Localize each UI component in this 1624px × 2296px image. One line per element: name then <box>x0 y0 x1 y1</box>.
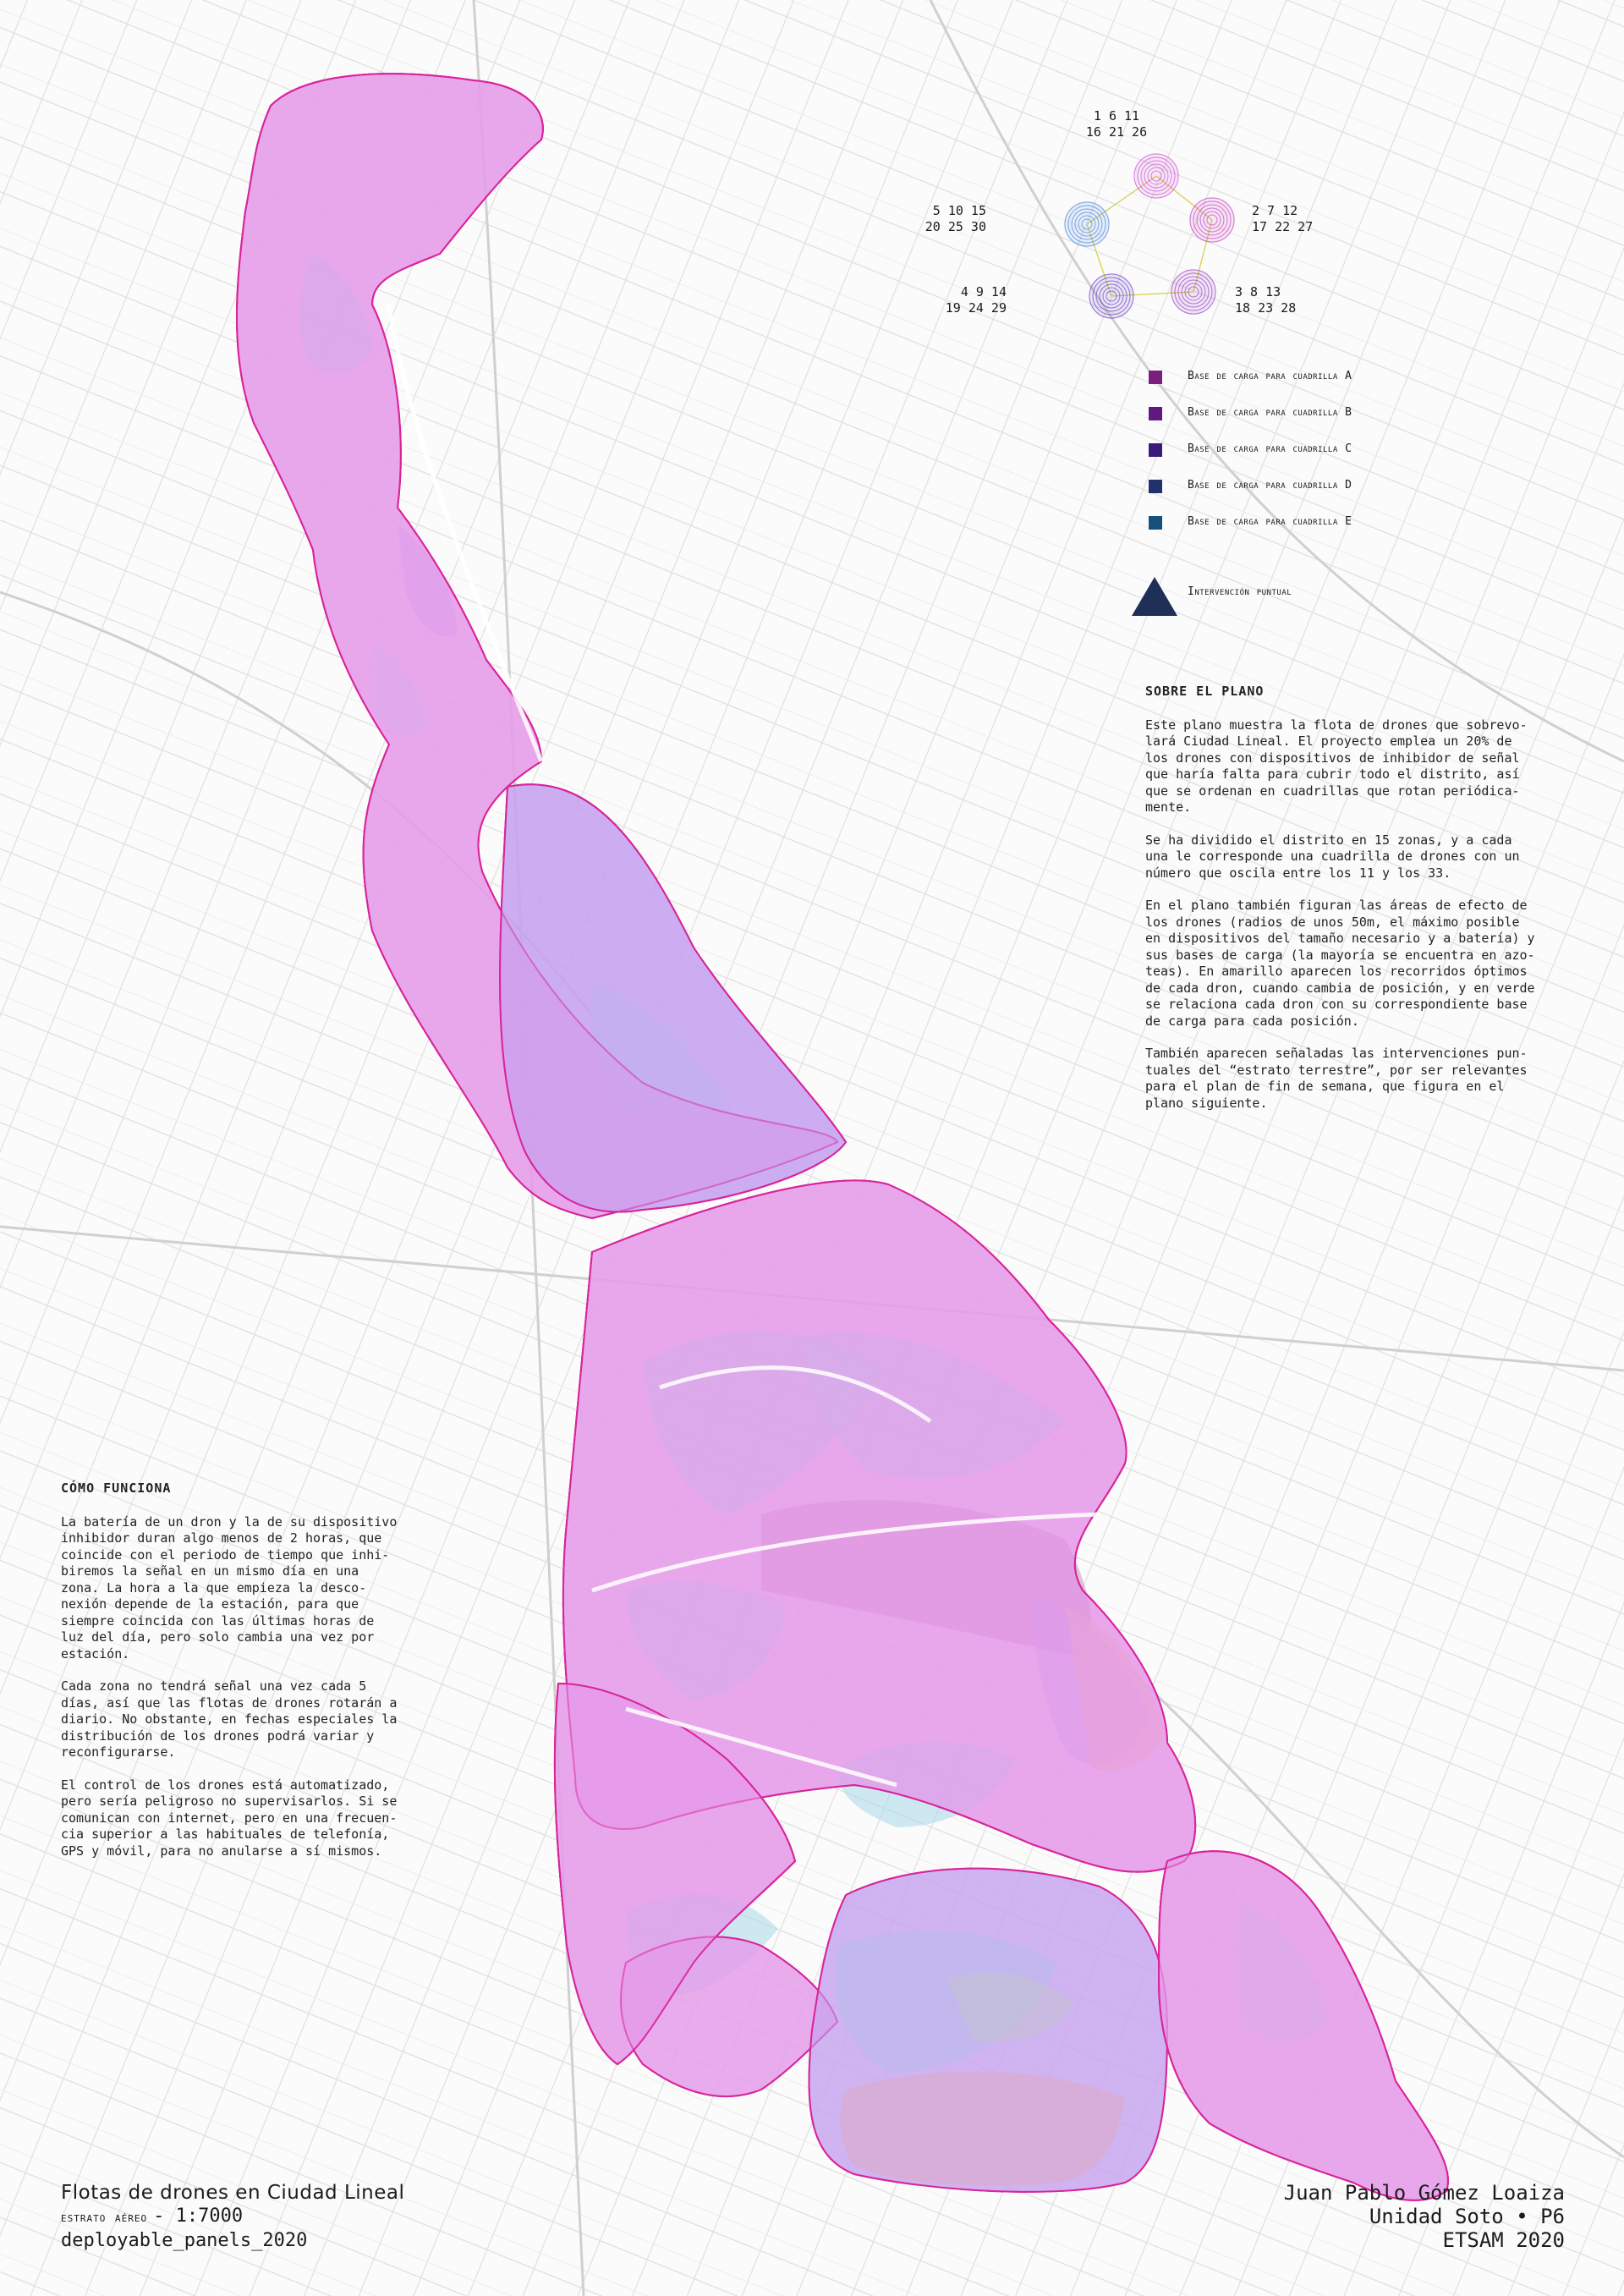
author-name: Juan Pablo Gómez Loaiza <box>1283 2181 1565 2205</box>
map-scale-prefix: estrato aéreo <box>61 2209 148 2225</box>
legend-swatch <box>1149 516 1162 530</box>
rotation-node <box>1089 273 1134 319</box>
rotation-node <box>1133 153 1179 199</box>
intervention-icon <box>1130 575 1179 618</box>
author-block <box>1284 2181 1565 2252</box>
about-block <box>1145 684 1551 1128</box>
legend-swatch <box>1149 407 1162 420</box>
legend-swatch <box>1149 480 1162 493</box>
legend-intervention-label: Intervención puntual <box>1188 585 1292 598</box>
map-scale-value: - 1:7000 <box>153 2205 244 2227</box>
map-title-block <box>61 2181 404 2253</box>
rotation-node <box>1171 269 1216 315</box>
how-it-works-title: CÓMO FUNCIONA <box>61 1480 172 1496</box>
legend-label: Base de carga para cuadrilla D <box>1188 479 1352 492</box>
rotation-days-label: 5 10 15 20 25 30 <box>924 203 986 234</box>
legend-swatch <box>1149 371 1162 384</box>
rotation-node <box>1189 197 1235 243</box>
rotation-days-label: 4 9 14 19 24 29 <box>945 284 1007 316</box>
how-it-works-paragraph: La batería de un dron y la de su dispositivo inhibidor duran algo menos de 2 horas, que coincide con el periodo de tiempo que inhi- biremos la señal en un mismo día en una zona. La hora a la que empieza la desco- nexión depende de la estación, para que siempre coincida con las últimas horas de luz del día, pero solo cambia una vez por estación. <box>61 1513 398 1662</box>
map-title: Flotas de drones en Ciudad Lineal <box>61 2182 405 2204</box>
legend-label: Base de carga para cuadrilla E <box>1188 515 1352 528</box>
about-title: SOBRE EL PLANO <box>1145 684 1265 699</box>
map-scale <box>61 2205 404 2229</box>
legend-label: Base de carga para cuadrilla C <box>1188 442 1352 455</box>
rotation-diagram <box>1040 144 1252 330</box>
rotation-node <box>1064 201 1110 247</box>
map-code: deployable_panels_2020 <box>61 2230 308 2251</box>
legend-label: Base de carga para cuadrilla A <box>1188 370 1352 382</box>
about-paragraph: Este plano muestra la flota de drones que sobrevo- lará Ciudad Lineal. El proyecto emplea un 20% de los drones con dispositivos de inhibidor de señal que haría falta para cubrir todo el distrito, así que se ordenan en cuadrillas que rotan periódica- mente. <box>1145 717 1528 815</box>
how-it-works-block <box>61 1480 433 1876</box>
about-paragraph: En el plano también figuran las áreas de efecto de los drones (radios de unos 50m, el máximo posible en dispositivos del tamaño necesario y a batería) y sus bases de carga (la mayoría se encuentra en azo- teas). En amarillo aparecen los recorridos óptimos de cada dron, cuando cambia de posición, y en verde se relaciona cada dron con su correspondiente base de carga para cada posición. <box>1145 898 1535 1029</box>
about-paragraph: También aparecen señaladas las intervenciones pun- tuales del “estrato terrestre”, por ser relevantes para el plan de fin de semana, que figura en el plano siguiente. <box>1145 1046 1528 1111</box>
legend-swatch <box>1149 443 1162 457</box>
legend-label: Base de carga para cuadrilla B <box>1188 406 1352 419</box>
author-school: ETSAM 2020 <box>1442 2228 1565 2252</box>
about-paragraph: Se ha dividido el distrito en 15 zonas, y a cada una le corresponde una cuadrilla de drones con un número que oscila entre los 11 y los 33. <box>1145 832 1520 881</box>
rotation-days-label: 3 8 13 18 23 28 <box>1235 284 1297 316</box>
how-it-works-paragraph: El control de los drones está automatizado, pero sería peligroso no supervisarlos. Si se comunican con internet, pero en una frecuen- cia superior a las habituales de telefonía, GPS y móvil, para no anularse a sí mismos. <box>61 1777 398 1859</box>
author-unit: Unidad Soto • P6 <box>1369 2205 1565 2228</box>
how-it-works-paragraph: Cada zona no tendrá señal una vez cada 5 días, así que las flotas de drones rotarán a diario. No obstante, en fechas especiales la distribución de los drones podrá variar y reconfigurarse. <box>61 1678 398 1760</box>
rotation-days-label: 2 7 12 17 22 27 <box>1252 203 1314 234</box>
rotation-days-label: 1 6 11 16 21 26 <box>1085 108 1148 140</box>
